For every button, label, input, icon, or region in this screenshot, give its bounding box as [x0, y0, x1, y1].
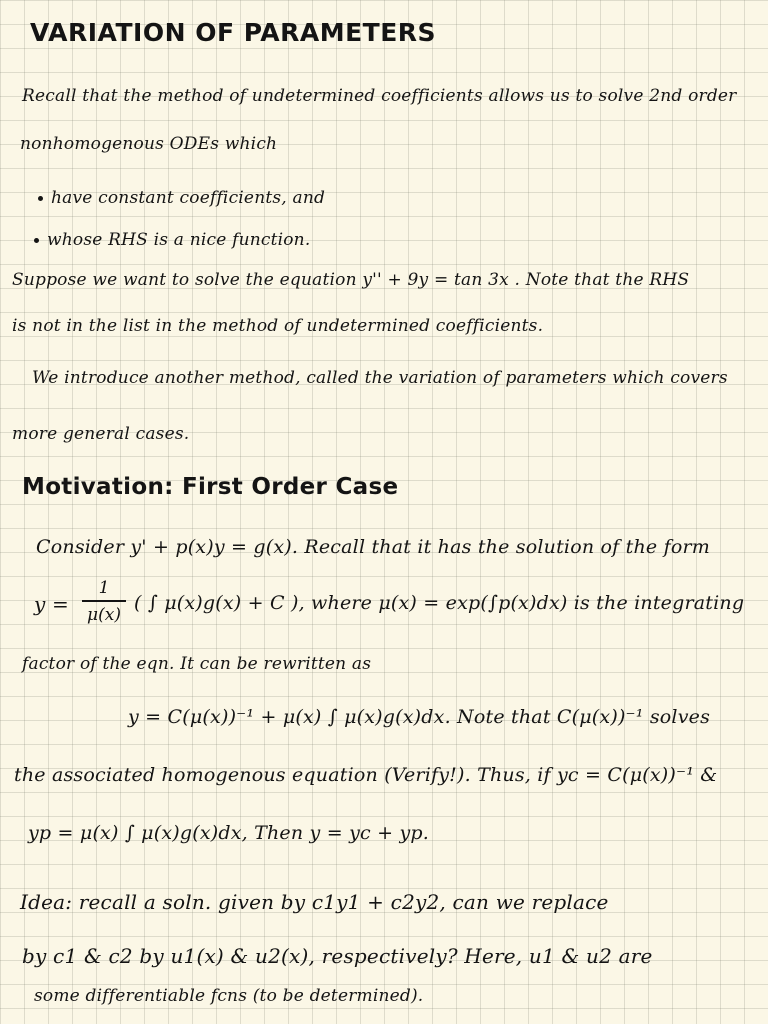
fraction-bar — [82, 600, 126, 602]
intro-line-6: more general cases. — [12, 424, 190, 444]
intro-line-3: Suppose we want to solve the equation y'' + 9y = tan 3x . Note that the RHS — [12, 270, 690, 290]
intro-line-4: is not in the list in the method of undetermined coefficients. — [12, 316, 544, 336]
intro-bullet-2-text: whose RHS is a nice function. — [47, 230, 311, 250]
intro-line-5: We introduce another method, called the variation of parameters which covers — [32, 368, 728, 388]
motivation-line-2-lhs: y = — [34, 592, 70, 616]
idea-line-2: by c1 & c2 by u1(x) & u2(x), respectively? Here, u1 & u2 are — [22, 944, 653, 968]
idea-line-3: some differentiable fcns (to be determined). — [34, 986, 424, 1006]
idea-line-1: Idea: recall a soln. given by c1y1 + c2y2, can we replace — [20, 890, 609, 914]
motivation-line-2-rest: ( ∫ μ(x)g(x) + C ), where μ(x) = exp(∫p(x)dx) is the integrating — [134, 592, 745, 614]
fraction-denominator: μ(x) — [87, 604, 121, 625]
motivation-line-4: y = C(μ(x))⁻¹ + μ(x) ∫ μ(x)g(x)dx. Note that C(μ(x))⁻¹ solves — [128, 706, 711, 728]
intro-line-2: nonhomogenous ODEs which — [20, 134, 278, 154]
motivation-line-1: Consider y' + p(x)y = g(x). Recall that it has the solution of the form — [36, 536, 710, 558]
motivation-line-5: the associated homogenous equation (Verify!). Thus, if yc = C(μ(x))⁻¹ & — [14, 764, 718, 786]
intro-bullet-1 — [38, 188, 325, 208]
intro-bullet-1-text: have constant coefficients, and — [51, 188, 326, 208]
section-heading: Motivation: First Order Case — [22, 474, 399, 500]
fraction-one-over-mu — [82, 578, 126, 625]
intro-bullet-2 — [34, 230, 310, 250]
fraction-numerator: 1 — [98, 578, 110, 598]
motivation-line-6: yp = μ(x) ∫ μ(x)g(x)dx, Then y = yc + yp. — [28, 822, 429, 844]
bullet-icon — [34, 238, 39, 243]
motivation-line-3: factor of the eqn. It can be rewritten as — [22, 654, 372, 674]
page-title: VARIATION OF PARAMETERS — [30, 18, 437, 47]
intro-line-1: Recall that the method of undetermined coefficients allows us to solve 2nd order — [22, 86, 737, 106]
bullet-icon — [38, 196, 43, 201]
